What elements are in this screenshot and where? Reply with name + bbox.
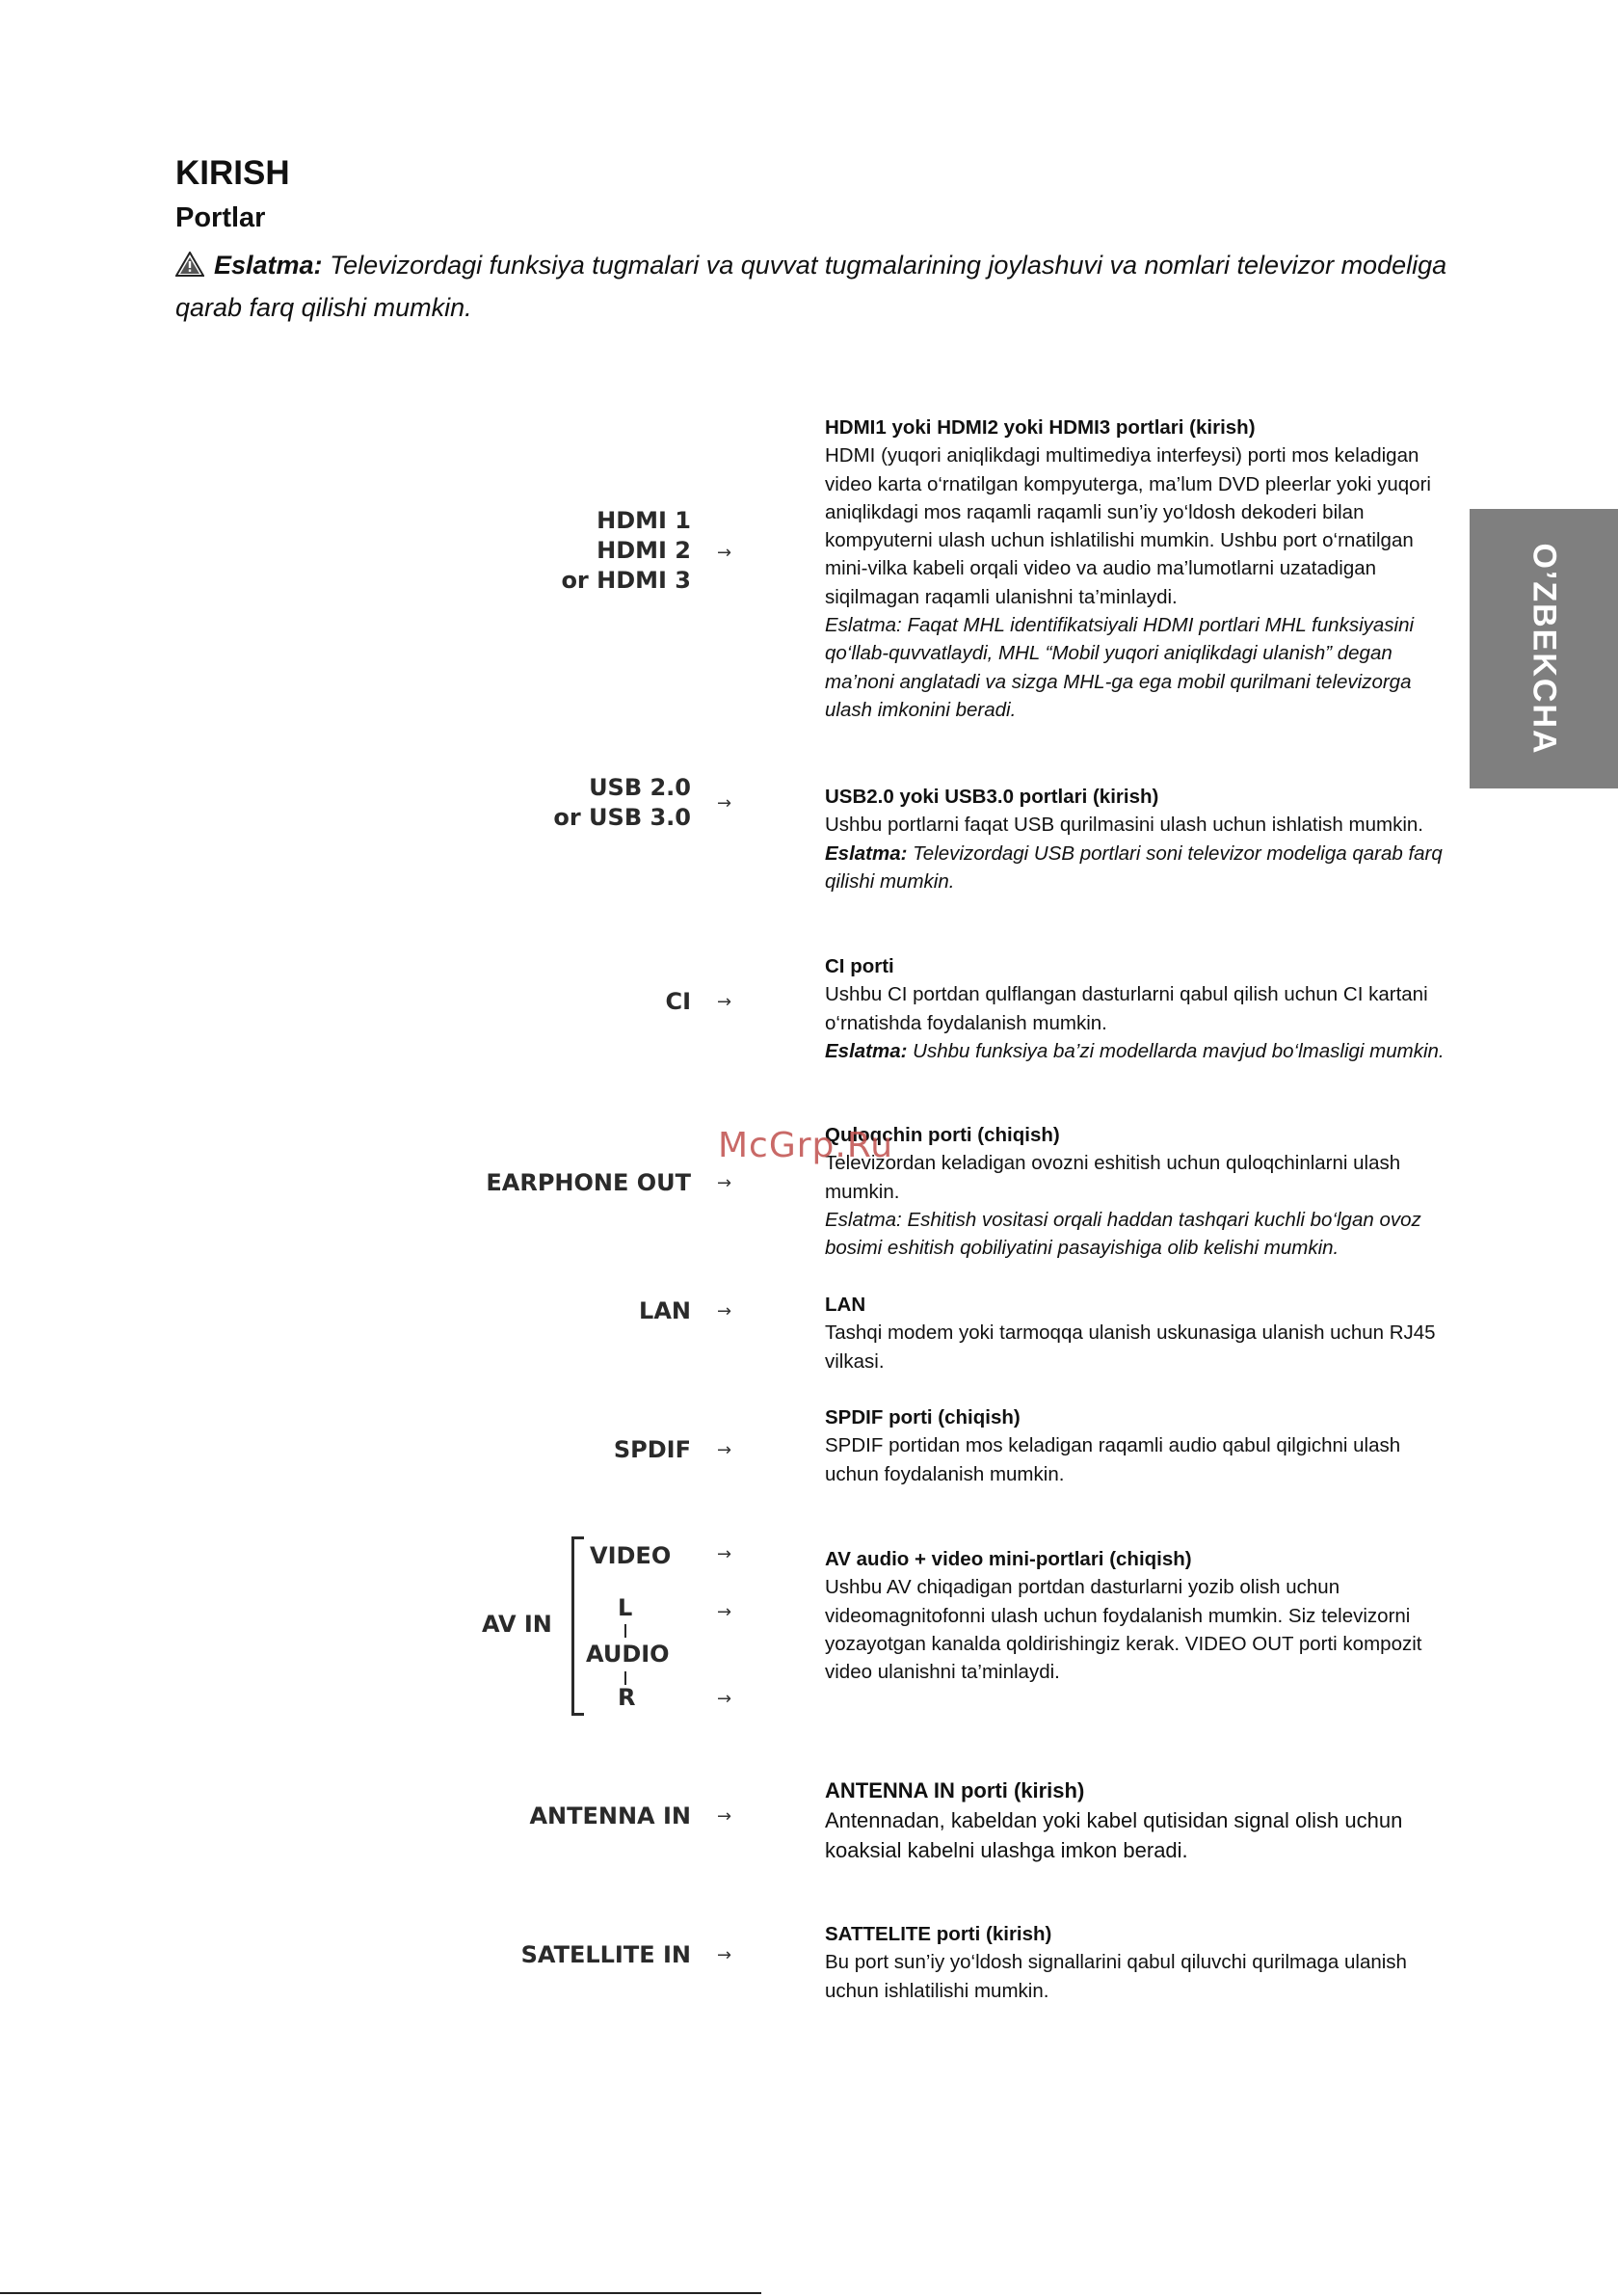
usb-label-line: or USB 3.0 [553, 804, 691, 831]
arrow-icon: → [717, 1440, 732, 1460]
usb-body: Ushbu portlarni faqat USB qurilmasini ulash uchun ishlatish mumkin. [825, 814, 1423, 837]
spdif-label: SPDIF [613, 1436, 691, 1463]
earphone-label: EARPHONE OUT [486, 1169, 691, 1196]
watermark: McGrp.Ru [718, 1126, 894, 1165]
av-in-label: AV IN [482, 1611, 552, 1638]
earphone-note: Eslatma: Eshitish vositasi orqali haddan tashqari kuchli bo‘lgan ovoz bosimi eshitish qobiliyatini pasayishiga olib kelishi mumkin. [825, 1208, 1421, 1260]
lan-label: LAN [639, 1297, 691, 1324]
hdmi-title: HDMI1 yoki HDMI2 yoki HDMI3 portlari (kirish) [825, 416, 1256, 439]
lan-description [825, 1291, 1451, 1375]
ci-body: Ushbu CI portdan qulflangan dasturlarni qabul qilish uchun CI kartani o‘rnatishda foydalanish mumkin. [825, 983, 1428, 1034]
arrow-icon: → [717, 1689, 732, 1709]
hdmi-label-line: HDMI 1 [597, 507, 691, 534]
earphone-description [825, 1121, 1451, 1262]
av-description [825, 1545, 1451, 1686]
av-bracket [571, 1536, 584, 1716]
hdmi-description [825, 414, 1451, 724]
spdif-description [825, 1403, 1451, 1488]
antenna-body: Antennadan, kabeldan yoki kabel qutisidan signal olish uchun koaksial kabelni ulashga imkon beradi. [825, 1808, 1403, 1862]
ci-title: CI porti [825, 955, 894, 977]
spdif-title: SPDIF porti (chiqish) [825, 1406, 1021, 1428]
arrow-icon: → [717, 793, 732, 814]
av-l-label: L [618, 1594, 633, 1621]
hdmi-label-line: or HDMI 3 [561, 567, 691, 594]
av-connector-line [624, 1671, 626, 1685]
av-r-label: R [618, 1684, 636, 1711]
satellite-label: SATELLITE IN [520, 1941, 691, 1968]
language-side-tab [1470, 509, 1618, 788]
satellite-body: Bu port sun’iy yo‘ldosh signallarini qabul qiluvchi qurilmaga ulanish uchun ishlatilishi mumkin. [825, 1951, 1407, 2002]
satellite-title: SATTELITE porti (kirish) [825, 1923, 1052, 1945]
usb-note: Televizordagi USB portlari soni televizor modeliga qarab farq qilishi mumkin. [825, 841, 1443, 893]
earphone-title: Quloqchin porti (chiqish) [825, 1124, 1060, 1146]
arrow-icon: → [717, 1945, 732, 1965]
usb-description [825, 783, 1451, 895]
arrow-icon: → [717, 1173, 732, 1193]
arrow-icon: → [717, 1602, 732, 1622]
av-title: AV audio + video mini-portlari (chiqish) [825, 1548, 1192, 1570]
antenna-title: ANTENNA IN porti (kirish) [825, 1778, 1085, 1802]
page-title: KIRISH [175, 154, 290, 192]
av-connector-line [624, 1624, 626, 1638]
antenna-description [825, 1775, 1451, 1865]
hdmi-body: HDMI (yuqori aniqlikdagi multimediya interfeysi) porti mos keladigan video karta o‘rnatilgan kompyuterga, ma’lum DVD pleerlar yoki yuqori aniqlikdagi mos raqamli raqamli sun’iy yo‘ldosh dekoderi bilan kompyuterni ulash uchun ishlatilishi mumkin. Ushbu port o‘rnatilgan mini-vilka kabeli orqali video va audio ma’lumotlarni uzatadigan siqilmagan raqamli ulanishni ta’minlaydi. [825, 444, 1431, 608]
arrow-icon: → [717, 1806, 732, 1827]
arrow-icon: → [717, 543, 732, 563]
note-text: Televizordagi funksiya tugmalari va quvvat tugmalarining joylashuvi va nomlari televizor modeliga qarab farq qilishi mumkin. [175, 251, 1447, 322]
spdif-body: SPDIF portidan mos keladigan raqamli audio qabul qilgichni ulash uchun foydalanish mumkin. [825, 1434, 1401, 1485]
arrow-icon: → [717, 992, 732, 1012]
ci-label: CI [665, 988, 691, 1015]
warning-triangle-icon [175, 252, 204, 277]
earphone-body: Televizordan keladigan ovozni eshitish uchun quloqchinlarni ulash mumkin. [825, 1152, 1401, 1203]
av-audio-label: AUDIO [586, 1641, 670, 1668]
language-label: O’ZBEKCHA [1525, 542, 1563, 756]
usb-label [553, 773, 691, 833]
ci-note: Ushbu funksiya ba’zi modellarda mavjud bo‘lmasligi mumkin. [907, 1039, 1445, 1062]
hdmi-note: Eslatma: Faqat MHL identifikatsiyali HDMI portlari MHL funksiyasini qo‘llab-quvvatlaydi, MHL “Mobil yuqori aniqlikdagi ulanish” degan ma’noni anglatadi va sizga MHL-ga ega mobil qurilmani televizorga ulash imkonini beradi. [825, 614, 1415, 721]
hdmi-label-line: HDMI 2 [597, 537, 691, 564]
satellite-description [825, 1920, 1451, 2005]
note-label: Eslatma: [214, 251, 323, 280]
bottom-rule [0, 2292, 761, 2294]
usb-note-label: Eslatma: [825, 841, 908, 865]
av-body: Ushbu AV chiqadigan portdan dasturlarni yozib olish uchun videomagnitofonni ulash uchun foydalanish mumkin. Siz televizorni yozayotgan kanalda qoldirishingiz kerak. VIDEO OUT porti kompozit video ulanishni ta’minlaydi. [825, 1576, 1422, 1684]
lan-title: LAN [825, 1294, 866, 1316]
ci-description [825, 952, 1451, 1065]
hdmi-label [561, 506, 691, 596]
lan-body: Tashqi modem yoki tarmoqqa ulanish uskunasiga ulanish uchun RJ45 vilkasi. [825, 1322, 1436, 1373]
usb-title: USB2.0 yoki USB3.0 portlari (kirish) [825, 786, 1159, 808]
intro-note [175, 244, 1457, 329]
av-video-label: VIDEO [590, 1542, 672, 1569]
ci-note-label: Eslatma: [825, 1039, 908, 1062]
arrow-icon: → [717, 1544, 732, 1564]
usb-label-line: USB 2.0 [589, 774, 691, 801]
arrow-icon: → [717, 1301, 732, 1322]
section-subtitle: Portlar [175, 202, 266, 233]
antenna-label: ANTENNA IN [529, 1802, 691, 1829]
